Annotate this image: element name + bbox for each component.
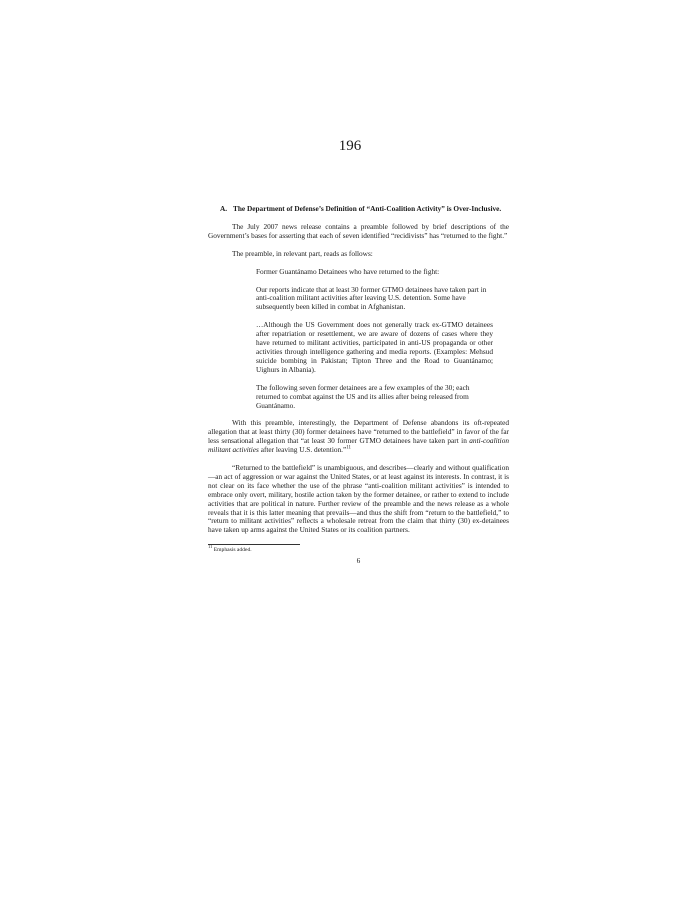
page-number: 6 [356, 556, 361, 566]
page-header-number: 196 [338, 138, 362, 154]
paragraph-3 [208, 419, 509, 455]
section-heading-text: The Department of Defense’s Definition of “Anti-Coalition Activity” is Over-Inclusive. [233, 204, 502, 213]
footnote-number: 11 [208, 544, 213, 550]
paragraph-2: The preamble, in relevant part, reads as follows: [232, 248, 373, 258]
paragraph-4: “Returned to the battlefield” is unambiguous, and describes—clearly and without qualification—an act of aggression or war against the United States, or at least against its interests. In contrast, it is not clear on its face whether the use of the phrase “anti-coalition militant activities” is intended to embrace only overt, military, hostile action taken by the former detainee, or rather to extend to include activities that are political in nature. Further review of the preamble and the news release as a whole reveals that it is this latter meaning that prevails—and thus the shift from “return to the battlefield,” to “return to militant activities” reflects a wholesale retreat from the claim that thirty (30) ex-detainees have taken up arms against the United States or its coalition partners. [208, 463, 509, 535]
footnote [208, 544, 509, 554]
block-quote-3: …Although the US Government does not generally track ex-GTMO detainees after repatriation or resettlement, we are aware of dozens of cases where they have returned to militant activities, participated in anti-US propaganda or other activities through intelligence gathering and media reports. (Examples: Mehsud suicide bombing in Pakistan; Tipton Three and the Road to Guantánamo; Uighurs in Albania). [256, 320, 493, 374]
section-letter: A. [220, 204, 228, 213]
block-quote-1: Former Guantánamo Detainees who have returned to the fight: [256, 266, 440, 276]
footnote-divider [208, 544, 300, 545]
paragraph-3-emphasis: anti-coalition militant activities [208, 436, 509, 455]
footnote-text: Emphasis added. [213, 547, 252, 554]
paragraph-3-text-end: after leaving U.S. detention.” [258, 445, 347, 455]
document-body [208, 205, 509, 566]
paragraph-3-text: With this preamble, interestingly, the Department of Defense abandons its oft-repeated allegation that at least thirty (30) former detainees have “returned to the battlefield” in favor of the far less sensational allegation that “at least 30 former GTMO detainees have taken part in [208, 418, 509, 446]
section-heading [220, 205, 509, 214]
footnote-reference: 11 [346, 445, 352, 451]
block-quote-4: The following seven former detainees are a few examples of the 30; each returned to combat against the US and its allies after being released from Guantánamo. [256, 382, 470, 410]
paragraph-1: The July 2007 news release contains a preamble followed by brief descriptions of the Government’s bases for asserting that each of seven identified “recidivists” has “returned to the fight.” [208, 221, 509, 240]
block-quote-2: Our reports indicate that at least 30 former GTMO detainees have taken part in anti-coalition militant activities after leaving U.S. detention. Some have subsequently been killed in combat in Afghanistan. [256, 284, 487, 312]
